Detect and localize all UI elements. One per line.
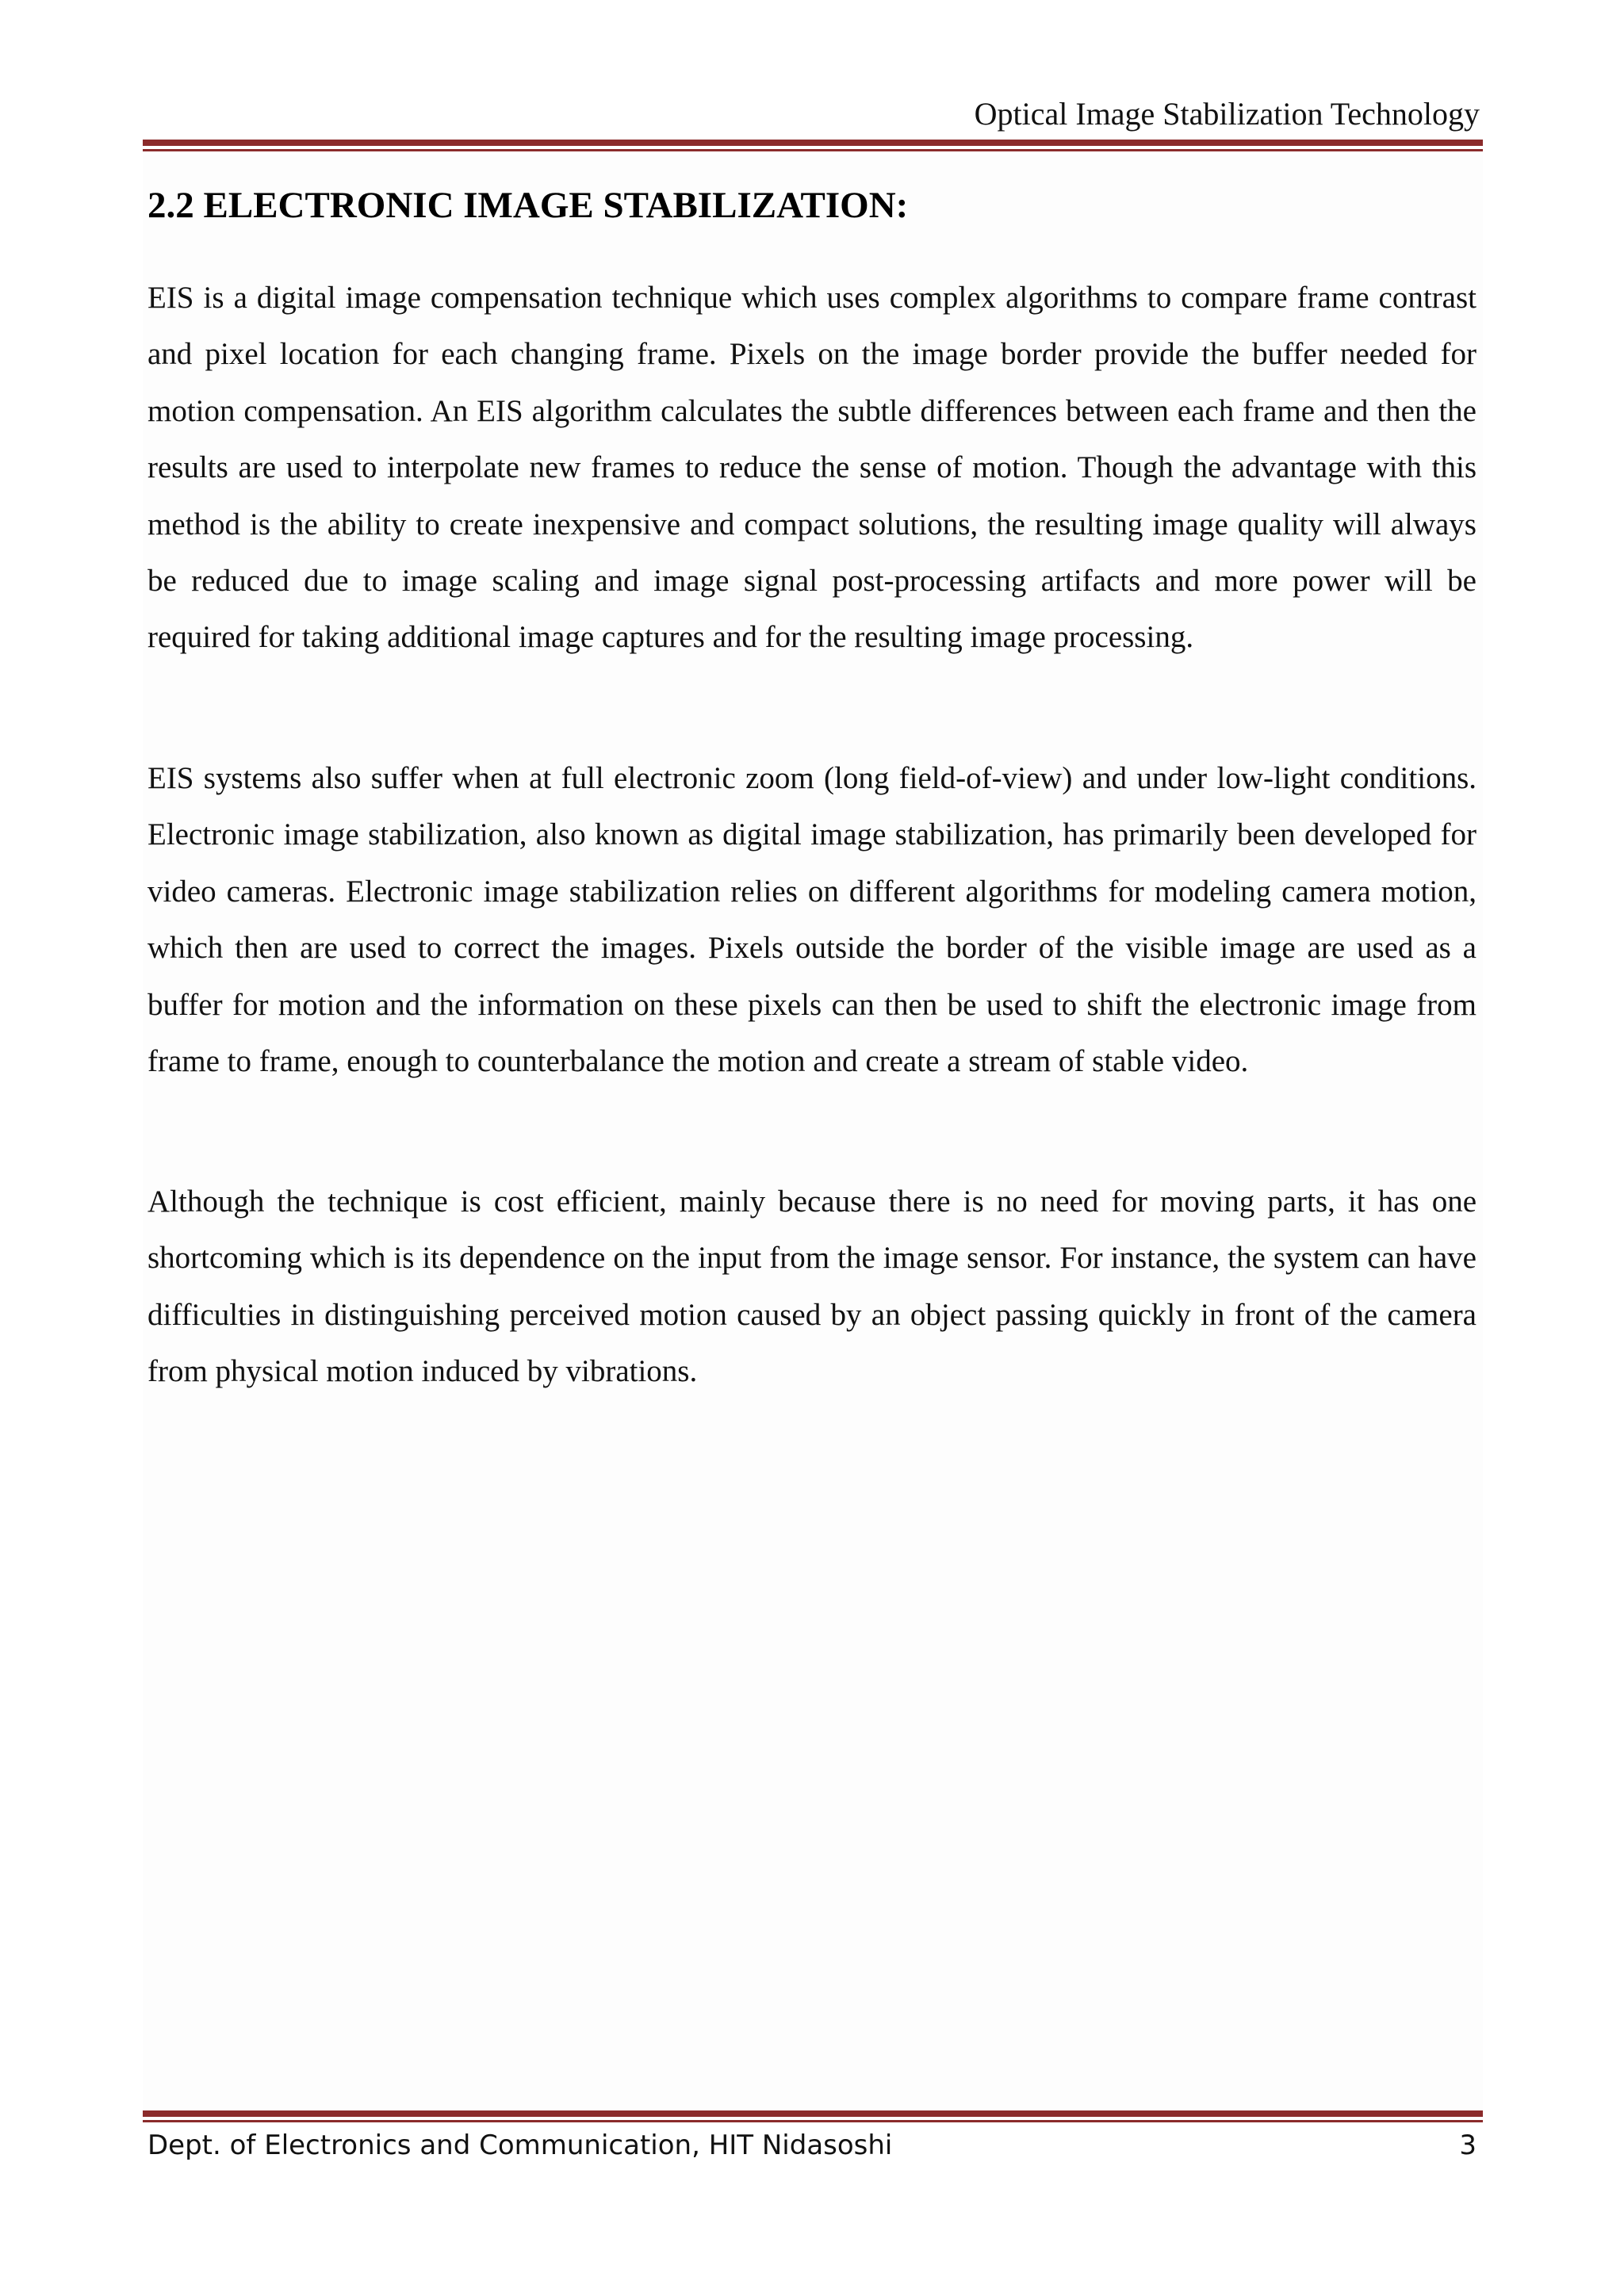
running-header: Optical Image Stabilization Technology xyxy=(974,96,1480,132)
section-heading: 2.2 ELECTRONIC IMAGE STABILIZATION: xyxy=(147,185,909,226)
header-rule-thin xyxy=(143,149,1483,151)
page-number: 3 xyxy=(1459,2130,1477,2161)
header-rule-thick xyxy=(143,140,1483,146)
paragraph-1: EIS is a digital image compensation technique which uses complex algorithms to compare frame contrast and pixel location for each changing frame. Pixels on the image border provide the buffer needed for motion compensation. An EIS algorithm calculates the subtle differences between each frame and then the results are used to interpolate new frames to reduce the sense of motion. Though the advantage with this method is the ability to create inexpensive and compact solutions, the resulting image quality will always be reduced due to image scaling and image signal post-processing artifacts and more power will be required for taking additional image captures and for the resulting image processing. xyxy=(147,281,1477,655)
footer-department: Dept. of Electronics and Communication, HIT Nidasoshi xyxy=(147,2130,893,2161)
footer-rule-thin xyxy=(143,2120,1483,2122)
paragraph-2: EIS systems also suffer when at full electronic zoom (long field-of-view) and under low-light conditions. Electronic image stabilization, also known as digital image stabilization, has primarily been developed for video cameras. Electronic image stabilization relies on different algorithms for modeling camera motion, which then are used to correct the images. Pixels outside the border of the visible image are used as a buffer for motion and the information on these pixels can then be used to shift the electronic image from frame to frame, enough to counterbalance the motion and create a stream of stable video. xyxy=(147,761,1477,1079)
footer-rule-thick xyxy=(143,2110,1483,2117)
paragraph-3: Although the technique is cost efficient, mainly because there is no need for moving parts, it has one shortcoming which is its dependence on the input from the image sensor. For instance, the system can have difficulties in distinguishing perceived motion caused by an object passing quickly in front of the camera from physical motion induced by vibrations. xyxy=(147,1184,1477,1389)
